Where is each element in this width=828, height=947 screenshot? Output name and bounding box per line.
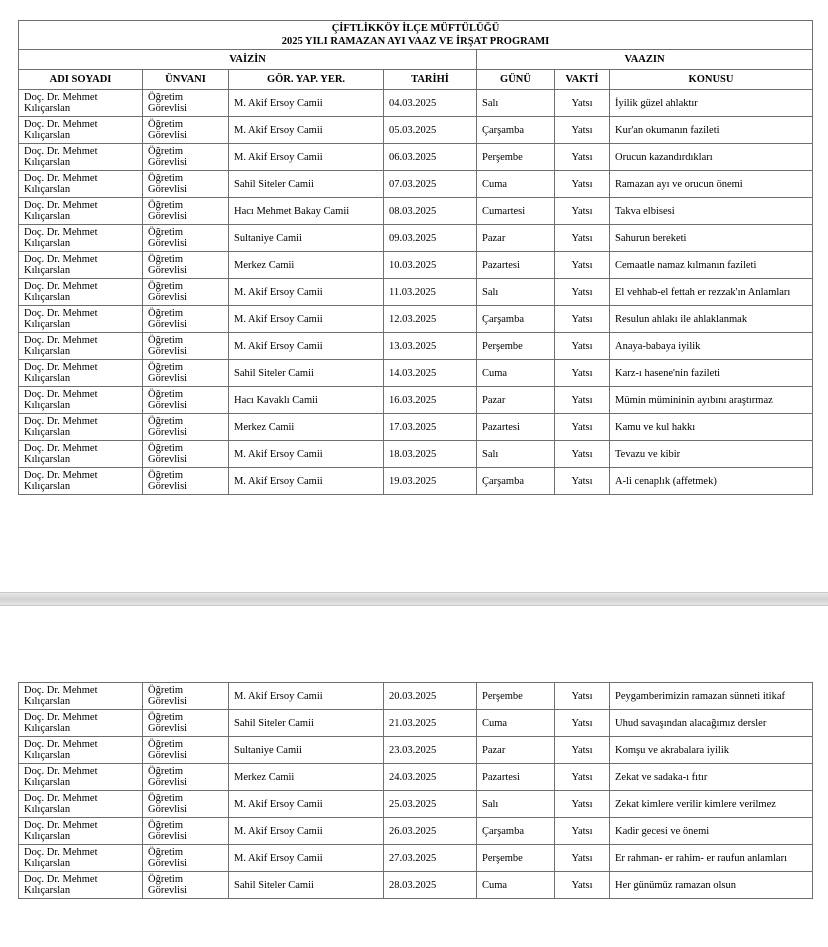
cell-title bbox=[143, 306, 229, 333]
column-header-row bbox=[19, 70, 813, 90]
cell-day: Perşembe bbox=[477, 845, 555, 872]
cell-topic: El vehhab-el fettah er rezzak'ın Anlamları bbox=[610, 279, 813, 306]
cell-title-line-1: Öğretim bbox=[148, 146, 183, 157]
cell-place: Sultaniye Camii bbox=[229, 737, 384, 764]
column-header-title: ÜNVANI bbox=[143, 70, 229, 90]
cell-name-line-2: Kılıçarslan bbox=[24, 831, 71, 842]
cell-time: Yatsı bbox=[555, 117, 610, 144]
cell-name-line-1: Doç. Dr. Mehmet bbox=[24, 227, 98, 238]
cell-date: 27.03.2025 bbox=[384, 845, 477, 872]
cell-title-line-2: Görevlisi bbox=[148, 400, 188, 411]
cell-name-line-1: Doç. Dr. Mehmet bbox=[24, 281, 98, 292]
cell-name bbox=[19, 737, 143, 764]
cell-title-line-1: Öğretim bbox=[148, 820, 183, 831]
cell-day: Pazartesi bbox=[477, 764, 555, 791]
cell-name bbox=[19, 279, 143, 306]
cell-name-line-2: Kılıçarslan bbox=[24, 184, 71, 195]
cell-date: 21.03.2025 bbox=[384, 710, 477, 737]
cell-topic: Resulun ahlakı ile ahlaklanmak bbox=[610, 306, 813, 333]
cell-title-line-2: Görevlisi bbox=[148, 804, 188, 815]
cell-name-line-1: Doç. Dr. Mehmet bbox=[24, 793, 98, 804]
cell-day: Perşembe bbox=[477, 144, 555, 171]
cell-name-line-2: Kılıçarslan bbox=[24, 157, 71, 168]
cell-name bbox=[19, 818, 143, 845]
cell-title-line-2: Görevlisi bbox=[148, 265, 188, 276]
cell-name-line-2: Kılıçarslan bbox=[24, 103, 71, 114]
cell-name bbox=[19, 225, 143, 252]
cell-day: Pazar bbox=[477, 387, 555, 414]
table-row bbox=[19, 764, 813, 791]
cell-day: Cuma bbox=[477, 872, 555, 899]
cell-name-line-2: Kılıçarslan bbox=[24, 373, 71, 384]
cell-name-line-1: Doç. Dr. Mehmet bbox=[24, 443, 98, 454]
cell-title-line-1: Öğretim bbox=[148, 335, 183, 346]
cell-name-line-2: Kılıçarslan bbox=[24, 400, 71, 411]
cell-date: 07.03.2025 bbox=[384, 171, 477, 198]
cell-name-line-2: Kılıçarslan bbox=[24, 696, 71, 707]
cell-name-line-2: Kılıçarslan bbox=[24, 238, 71, 249]
cell-title bbox=[143, 387, 229, 414]
cell-date: 19.03.2025 bbox=[384, 468, 477, 495]
cell-name-line-2: Kılıçarslan bbox=[24, 750, 71, 761]
cell-name-line-1: Doç. Dr. Mehmet bbox=[24, 362, 98, 373]
cell-name-line-1: Doç. Dr. Mehmet bbox=[24, 685, 98, 696]
table-row bbox=[19, 90, 813, 117]
cell-topic: Er rahman- er rahim- er raufun anlamları bbox=[610, 845, 813, 872]
cell-name bbox=[19, 117, 143, 144]
column-header-date: TARİHİ bbox=[384, 70, 477, 90]
column-header-place: GÖR. YAP. YER. bbox=[229, 70, 384, 90]
cell-time: Yatsı bbox=[555, 468, 610, 495]
cell-date: 25.03.2025 bbox=[384, 791, 477, 818]
cell-name bbox=[19, 90, 143, 117]
column-header-day: GÜNÜ bbox=[477, 70, 555, 90]
cell-place: M. Akif Ersoy Camii bbox=[229, 845, 384, 872]
cell-name-line-1: Doç. Dr. Mehmet bbox=[24, 92, 98, 103]
cell-title-line-1: Öğretim bbox=[148, 685, 183, 696]
cell-date: 18.03.2025 bbox=[384, 441, 477, 468]
cell-name bbox=[19, 764, 143, 791]
cell-title-line-2: Görevlisi bbox=[148, 373, 188, 384]
cell-title bbox=[143, 252, 229, 279]
cell-title bbox=[143, 872, 229, 899]
cell-day: Çarşamba bbox=[477, 117, 555, 144]
group-header-vaazin: VAAZIN bbox=[477, 50, 813, 70]
cell-name-line-2: Kılıçarslan bbox=[24, 265, 71, 276]
table-row bbox=[19, 306, 813, 333]
cell-title-line-2: Görevlisi bbox=[148, 319, 188, 330]
cell-name-line-1: Doç. Dr. Mehmet bbox=[24, 335, 98, 346]
table-row bbox=[19, 468, 813, 495]
cell-name bbox=[19, 683, 143, 710]
page-separator bbox=[0, 592, 828, 606]
cell-day: Perşembe bbox=[477, 683, 555, 710]
cell-time: Yatsı bbox=[555, 198, 610, 225]
cell-place: M. Akif Ersoy Camii bbox=[229, 279, 384, 306]
cell-day: Çarşamba bbox=[477, 306, 555, 333]
cell-title-line-2: Görevlisi bbox=[148, 292, 188, 303]
table-row bbox=[19, 872, 813, 899]
cell-name-line-1: Doç. Dr. Mehmet bbox=[24, 200, 98, 211]
cell-title bbox=[143, 414, 229, 441]
cell-time: Yatsı bbox=[555, 225, 610, 252]
cell-place: M. Akif Ersoy Camii bbox=[229, 90, 384, 117]
cell-name-line-2: Kılıçarslan bbox=[24, 346, 71, 357]
cell-title-line-2: Görevlisi bbox=[148, 346, 188, 357]
cell-day: Cuma bbox=[477, 171, 555, 198]
cell-title-line-2: Görevlisi bbox=[148, 157, 188, 168]
cell-time: Yatsı bbox=[555, 333, 610, 360]
cell-title-line-1: Öğretim bbox=[148, 416, 183, 427]
cell-name bbox=[19, 791, 143, 818]
table-row bbox=[19, 737, 813, 764]
cell-date: 06.03.2025 bbox=[384, 144, 477, 171]
cell-time: Yatsı bbox=[555, 414, 610, 441]
cell-title bbox=[143, 198, 229, 225]
cell-place: Merkez Camii bbox=[229, 252, 384, 279]
cell-name-line-2: Kılıçarslan bbox=[24, 427, 71, 438]
cell-title-line-1: Öğretim bbox=[148, 739, 183, 750]
cell-title-line-1: Öğretim bbox=[148, 308, 183, 319]
cell-date: 08.03.2025 bbox=[384, 198, 477, 225]
cell-title-line-1: Öğretim bbox=[148, 766, 183, 777]
cell-place: M. Akif Ersoy Camii bbox=[229, 791, 384, 818]
cell-name-line-2: Kılıçarslan bbox=[24, 292, 71, 303]
cell-title bbox=[143, 737, 229, 764]
cell-time: Yatsı bbox=[555, 872, 610, 899]
cell-name-line-1: Doç. Dr. Mehmet bbox=[24, 119, 98, 130]
cell-title-line-2: Görevlisi bbox=[148, 885, 188, 896]
table-row bbox=[19, 117, 813, 144]
cell-name-line-2: Kılıçarslan bbox=[24, 481, 71, 492]
cell-name-line-1: Doç. Dr. Mehmet bbox=[24, 389, 98, 400]
cell-name-line-1: Doç. Dr. Mehmet bbox=[24, 847, 98, 858]
cell-title bbox=[143, 845, 229, 872]
cell-title-line-1: Öğretim bbox=[148, 92, 183, 103]
cell-time: Yatsı bbox=[555, 306, 610, 333]
table-row bbox=[19, 818, 813, 845]
cell-title-line-2: Görevlisi bbox=[148, 777, 188, 788]
table-row bbox=[19, 225, 813, 252]
cell-name-line-2: Kılıçarslan bbox=[24, 454, 71, 465]
cell-name-line-1: Doç. Dr. Mehmet bbox=[24, 173, 98, 184]
cell-date: 23.03.2025 bbox=[384, 737, 477, 764]
table-row bbox=[19, 845, 813, 872]
cell-date: 12.03.2025 bbox=[384, 306, 477, 333]
table-row bbox=[19, 683, 813, 710]
cell-title-line-2: Görevlisi bbox=[148, 103, 188, 114]
cell-time: Yatsı bbox=[555, 387, 610, 414]
table-row bbox=[19, 252, 813, 279]
table-row bbox=[19, 414, 813, 441]
cell-title-line-1: Öğretim bbox=[148, 712, 183, 723]
cell-title-line-2: Görevlisi bbox=[148, 130, 188, 141]
table-row bbox=[19, 710, 813, 737]
schedule-table-page-1 bbox=[18, 20, 813, 495]
cell-title bbox=[143, 90, 229, 117]
table-row bbox=[19, 279, 813, 306]
cell-topic: Her günümüz ramazan olsun bbox=[610, 872, 813, 899]
cell-place: Sahil Siteler Camii bbox=[229, 171, 384, 198]
table-row bbox=[19, 198, 813, 225]
cell-topic: Kadir gecesi ve önemi bbox=[610, 818, 813, 845]
cell-title bbox=[143, 225, 229, 252]
cell-place: Hacı Kavaklı Camii bbox=[229, 387, 384, 414]
cell-title-line-1: Öğretim bbox=[148, 874, 183, 885]
cell-time: Yatsı bbox=[555, 144, 610, 171]
cell-time: Yatsı bbox=[555, 252, 610, 279]
cell-name-line-1: Doç. Dr. Mehmet bbox=[24, 254, 98, 265]
cell-title bbox=[143, 117, 229, 144]
cell-name bbox=[19, 845, 143, 872]
cell-name-line-1: Doç. Dr. Mehmet bbox=[24, 874, 98, 885]
cell-place: M. Akif Ersoy Camii bbox=[229, 468, 384, 495]
cell-day: Salı bbox=[477, 279, 555, 306]
cell-date: 16.03.2025 bbox=[384, 387, 477, 414]
cell-day: Cuma bbox=[477, 710, 555, 737]
table-row bbox=[19, 333, 813, 360]
column-header-name: ADI SOYADI bbox=[19, 70, 143, 90]
column-header-topic: KONUSU bbox=[610, 70, 813, 90]
cell-name-line-2: Kılıçarslan bbox=[24, 804, 71, 815]
cell-time: Yatsı bbox=[555, 845, 610, 872]
cell-name bbox=[19, 710, 143, 737]
cell-name-line-2: Kılıçarslan bbox=[24, 211, 71, 222]
cell-place: Sahil Siteler Camii bbox=[229, 360, 384, 387]
schedule-table-page-2 bbox=[18, 682, 813, 899]
cell-date: 26.03.2025 bbox=[384, 818, 477, 845]
cell-title-line-2: Görevlisi bbox=[148, 211, 188, 222]
cell-topic: Kamu ve kul hakkı bbox=[610, 414, 813, 441]
cell-topic: Zekat ve sadaka-ı fıtır bbox=[610, 764, 813, 791]
cell-day: Salı bbox=[477, 441, 555, 468]
cell-name bbox=[19, 333, 143, 360]
cell-name-line-2: Kılıçarslan bbox=[24, 723, 71, 734]
table-row bbox=[19, 144, 813, 171]
table-row bbox=[19, 441, 813, 468]
cell-name-line-2: Kılıçarslan bbox=[24, 858, 71, 869]
cell-place: M. Akif Ersoy Camii bbox=[229, 441, 384, 468]
cell-topic: Ramazan ayı ve orucun önemi bbox=[610, 171, 813, 198]
cell-name bbox=[19, 171, 143, 198]
cell-title-line-2: Görevlisi bbox=[148, 454, 188, 465]
cell-day: Salı bbox=[477, 90, 555, 117]
cell-day: Çarşamba bbox=[477, 818, 555, 845]
cell-title bbox=[143, 144, 229, 171]
cell-title-line-1: Öğretim bbox=[148, 362, 183, 373]
cell-name-line-2: Kılıçarslan bbox=[24, 777, 71, 788]
cell-topic: Uhud savaşından alacağımız dersler bbox=[610, 710, 813, 737]
cell-topic: A-li cenaplık (affetmek) bbox=[610, 468, 813, 495]
cell-date: 04.03.2025 bbox=[384, 90, 477, 117]
cell-topic: Peygamberimizin ramazan sünneti itikaf bbox=[610, 683, 813, 710]
cell-name bbox=[19, 441, 143, 468]
cell-place: M. Akif Ersoy Camii bbox=[229, 683, 384, 710]
cell-name bbox=[19, 872, 143, 899]
cell-name bbox=[19, 414, 143, 441]
cell-name bbox=[19, 144, 143, 171]
cell-topic: Karz-ı hasene'nin fazileti bbox=[610, 360, 813, 387]
cell-name bbox=[19, 252, 143, 279]
cell-place: M. Akif Ersoy Camii bbox=[229, 333, 384, 360]
cell-time: Yatsı bbox=[555, 791, 610, 818]
cell-topic: Mümin mümininin ayıbını araştırmaz bbox=[610, 387, 813, 414]
cell-title bbox=[143, 333, 229, 360]
cell-topic: Cemaatle namaz kılmanın fazileti bbox=[610, 252, 813, 279]
cell-place: M. Akif Ersoy Camii bbox=[229, 818, 384, 845]
cell-date: 13.03.2025 bbox=[384, 333, 477, 360]
cell-topic: Anaya-babaya iyilik bbox=[610, 333, 813, 360]
cell-date: 14.03.2025 bbox=[384, 360, 477, 387]
cell-title bbox=[143, 360, 229, 387]
cell-date: 09.03.2025 bbox=[384, 225, 477, 252]
cell-title-line-1: Öğretim bbox=[148, 254, 183, 265]
cell-day: Cumartesi bbox=[477, 198, 555, 225]
cell-title-line-2: Görevlisi bbox=[148, 831, 188, 842]
cell-name-line-2: Kılıçarslan bbox=[24, 885, 71, 896]
cell-title-line-1: Öğretim bbox=[148, 227, 183, 238]
cell-place: M. Akif Ersoy Camii bbox=[229, 144, 384, 171]
cell-title-line-1: Öğretim bbox=[148, 470, 183, 481]
cell-topic: İyilik güzel ahlaktır bbox=[610, 90, 813, 117]
cell-topic: Komşu ve akrabalara iyilik bbox=[610, 737, 813, 764]
cell-date: 17.03.2025 bbox=[384, 414, 477, 441]
cell-date: 28.03.2025 bbox=[384, 872, 477, 899]
cell-title-line-2: Görevlisi bbox=[148, 184, 188, 195]
cell-title-line-2: Görevlisi bbox=[148, 723, 188, 734]
cell-title-line-1: Öğretim bbox=[148, 119, 183, 130]
cell-topic: Zekat kimlere verilir kimlere verilmez bbox=[610, 791, 813, 818]
cell-title bbox=[143, 171, 229, 198]
cell-title bbox=[143, 279, 229, 306]
cell-name bbox=[19, 306, 143, 333]
cell-time: Yatsı bbox=[555, 683, 610, 710]
cell-date: 11.03.2025 bbox=[384, 279, 477, 306]
cell-title-line-1: Öğretim bbox=[148, 389, 183, 400]
cell-place: Sahil Siteler Camii bbox=[229, 872, 384, 899]
cell-title-line-2: Görevlisi bbox=[148, 481, 188, 492]
cell-title bbox=[143, 710, 229, 737]
cell-title-line-2: Görevlisi bbox=[148, 238, 188, 249]
cell-name-line-1: Doç. Dr. Mehmet bbox=[24, 739, 98, 750]
table-row bbox=[19, 387, 813, 414]
cell-time: Yatsı bbox=[555, 171, 610, 198]
cell-day: Salı bbox=[477, 791, 555, 818]
table-row bbox=[19, 791, 813, 818]
cell-name-line-1: Doç. Dr. Mehmet bbox=[24, 712, 98, 723]
cell-day: Cuma bbox=[477, 360, 555, 387]
cell-time: Yatsı bbox=[555, 818, 610, 845]
cell-topic: Takva elbisesi bbox=[610, 198, 813, 225]
cell-time: Yatsı bbox=[555, 90, 610, 117]
cell-name-line-2: Kılıçarslan bbox=[24, 130, 71, 141]
cell-title-line-1: Öğretim bbox=[148, 173, 183, 184]
cell-time: Yatsı bbox=[555, 441, 610, 468]
cell-time: Yatsı bbox=[555, 764, 610, 791]
cell-place: Sahil Siteler Camii bbox=[229, 710, 384, 737]
cell-time: Yatsı bbox=[555, 710, 610, 737]
table-row bbox=[19, 360, 813, 387]
cell-time: Yatsı bbox=[555, 360, 610, 387]
cell-title bbox=[143, 441, 229, 468]
cell-time: Yatsı bbox=[555, 737, 610, 764]
cell-day: Çarşamba bbox=[477, 468, 555, 495]
cell-name-line-1: Doç. Dr. Mehmet bbox=[24, 470, 98, 481]
cell-day: Pazar bbox=[477, 737, 555, 764]
title-line-1: ÇİFTLİKKÖY İLÇE MÜFTÜLÜĞÜ bbox=[331, 23, 500, 34]
cell-date: 20.03.2025 bbox=[384, 683, 477, 710]
cell-name-line-1: Doç. Dr. Mehmet bbox=[24, 416, 98, 427]
title-line-2: 2025 YILI RAMAZAN AYI VAAZ VE İRŞAT PROGRAMI bbox=[281, 36, 550, 47]
cell-title-line-1: Öğretim bbox=[148, 847, 183, 858]
cell-title bbox=[143, 468, 229, 495]
cell-name-line-1: Doç. Dr. Mehmet bbox=[24, 820, 98, 831]
cell-date: 24.03.2025 bbox=[384, 764, 477, 791]
cell-date: 10.03.2025 bbox=[384, 252, 477, 279]
cell-name-line-2: Kılıçarslan bbox=[24, 319, 71, 330]
cell-name bbox=[19, 360, 143, 387]
cell-name bbox=[19, 468, 143, 495]
cell-place: Merkez Camii bbox=[229, 764, 384, 791]
table-row bbox=[19, 171, 813, 198]
cell-place: M. Akif Ersoy Camii bbox=[229, 306, 384, 333]
cell-place: Sultaniye Camii bbox=[229, 225, 384, 252]
document-title bbox=[19, 21, 813, 50]
column-header-time: VAKTİ bbox=[555, 70, 610, 90]
cell-date: 05.03.2025 bbox=[384, 117, 477, 144]
cell-day: Perşembe bbox=[477, 333, 555, 360]
cell-name bbox=[19, 387, 143, 414]
cell-title bbox=[143, 818, 229, 845]
cell-title bbox=[143, 791, 229, 818]
group-header-vaizin: VAİZİN bbox=[19, 50, 477, 70]
cell-title-line-1: Öğretim bbox=[148, 281, 183, 292]
cell-title-line-1: Öğretim bbox=[148, 443, 183, 454]
cell-name-line-1: Doç. Dr. Mehmet bbox=[24, 146, 98, 157]
cell-title-line-2: Görevlisi bbox=[148, 750, 188, 761]
cell-title bbox=[143, 764, 229, 791]
cell-place: Merkez Camii bbox=[229, 414, 384, 441]
cell-name-line-1: Doç. Dr. Mehmet bbox=[24, 308, 98, 319]
cell-place: M. Akif Ersoy Camii bbox=[229, 117, 384, 144]
cell-title-line-2: Görevlisi bbox=[148, 427, 188, 438]
cell-topic: Sahurun bereketi bbox=[610, 225, 813, 252]
cell-day: Pazartesi bbox=[477, 252, 555, 279]
cell-title-line-1: Öğretim bbox=[148, 200, 183, 211]
cell-name bbox=[19, 198, 143, 225]
cell-title bbox=[143, 683, 229, 710]
cell-time: Yatsı bbox=[555, 279, 610, 306]
cell-title-line-2: Görevlisi bbox=[148, 858, 188, 869]
cell-place: Hacı Mehmet Bakay Camii bbox=[229, 198, 384, 225]
cell-day: Pazartesi bbox=[477, 414, 555, 441]
cell-topic: Tevazu ve kibir bbox=[610, 441, 813, 468]
cell-title-line-2: Görevlisi bbox=[148, 696, 188, 707]
cell-topic: Orucun kazandırdıkları bbox=[610, 144, 813, 171]
cell-topic: Kur'an okumanın fazileti bbox=[610, 117, 813, 144]
cell-name-line-1: Doç. Dr. Mehmet bbox=[24, 766, 98, 777]
cell-day: Pazar bbox=[477, 225, 555, 252]
cell-title-line-1: Öğretim bbox=[148, 793, 183, 804]
